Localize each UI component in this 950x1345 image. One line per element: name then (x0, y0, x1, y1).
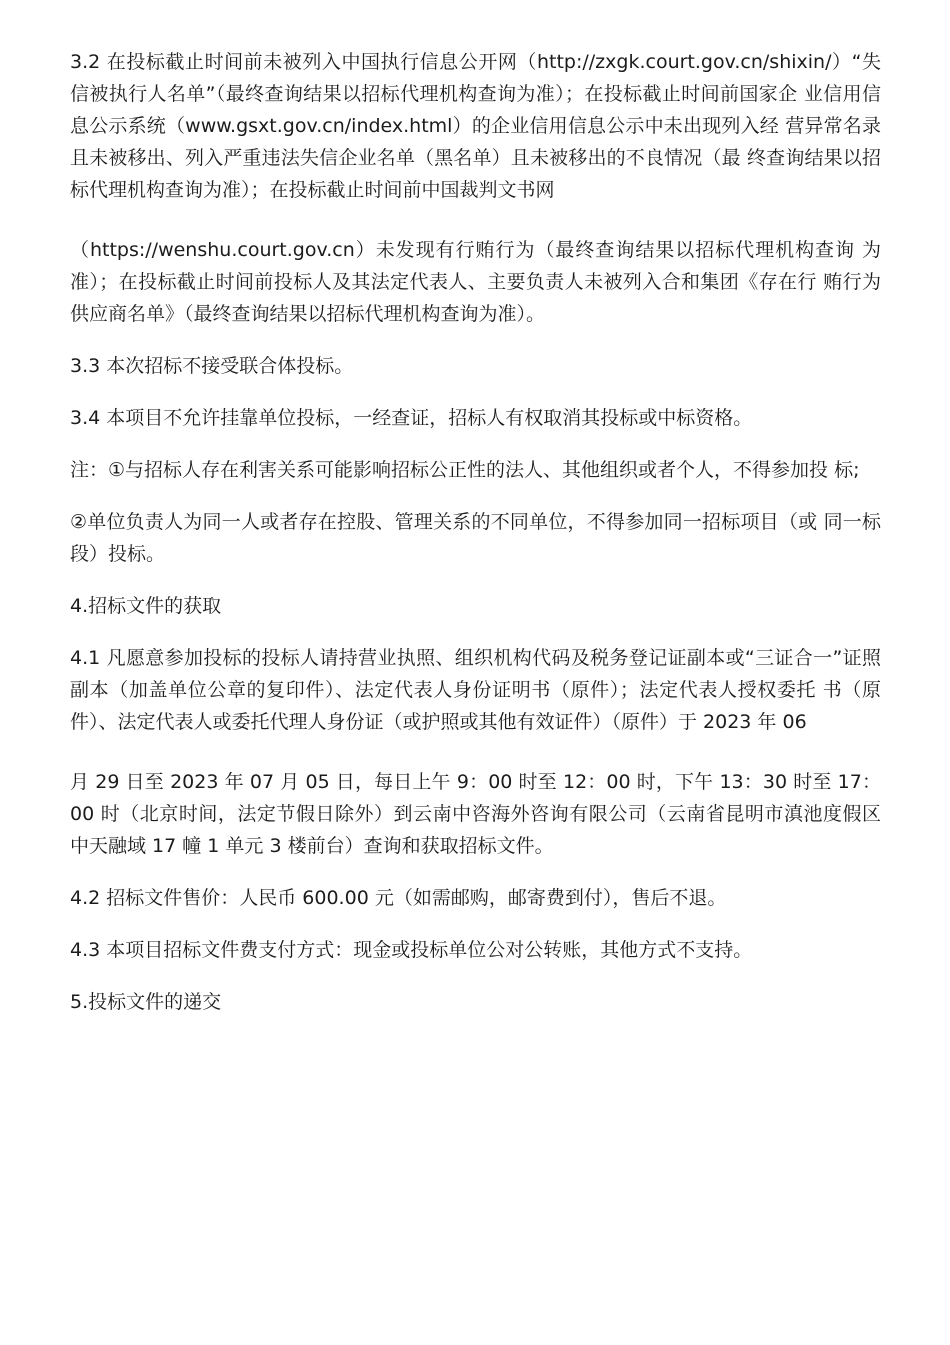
paragraph-note-2: ②单位负责人为同一人或者存在控股、管理关系的不同单位，不得参加同一招标项目（或 同一标段）投标。 (70, 511, 881, 565)
section-heading-5: 5.投标文件的递交 (70, 991, 222, 1013)
paragraph-3-2-continued: （https://wenshu.court.gov.cn）未发现有行贿行为（最终查询结果以招标代理机构查询 为准）；在投标截止时间前投标人及其法定代表人、主要负责人未被列入合和集团《存在行 贿行为供应商名单》（最终查询结果以招标代理机构查询为准）。 (70, 239, 881, 325)
paragraph-4-2: 4.2 招标文件售价：人民币 600.00 元（如需邮购，邮寄费到付），售后不退。 (70, 887, 727, 909)
paragraph-4-1-continued: 月 29 日至 2023 年 07 月 05 日，每日上午 9：00 时至 12：00 时，下午 13：30 时至 17：00 时（北京时间，法定节假日除外）到云南中咨海外咨询有限公司（云南省昆明市滇池度假区 中天融域 17 幢 1 单元 3 楼前台）查询和获取招标文件。 (70, 771, 881, 857)
document-page (70, 46, 881, 1038)
paragraph-3-2: 3.2 在投标截止时间前未被列入中国执行信息公开网（http://zxgk.court.gov.cn/shixin/）“失信被执行人名单”（最终查询结果以招标代理机构查询为准）；在投标截止时间前国家企 业信用信息公示系统（www.gsxt.gov.cn/index.html）的企业信用信息公示中未出现列入经 营异常名录且未被移出、列入严重违法失信企业名单（黑名单）且未被移出的不良情况（最 终查询结果以招标代理机构查询为准）；在投标截止时间前中国裁判文书网 (70, 51, 881, 201)
paragraph-3-3: 3.3 本次招标不接受联合体投标。 (70, 355, 354, 377)
paragraph-4-3: 4.3 本项目招标文件费支付方式：现金或投标单位公对公转账，其他方式不支持。 (70, 939, 753, 961)
paragraph-3-4: 3.4 本项目不允许挂靠单位投标，一经查证，招标人有权取消其投标或中标资格。 (70, 407, 753, 429)
paragraph-note-1: 注：①与招标人存在利害关系可能影响招标公正性的法人、其他组织或者个人，不得参加投 标; (70, 459, 860, 481)
section-heading-4: 4.招标文件的获取 (70, 595, 222, 617)
paragraph-4-1: 4.1 凡愿意参加投标的投标人请持营业执照、组织机构代码及税务登记证副本或“三证合一”证照副本（加盖单位公章的复印件）、法定代表人身份证明书（原件）；法定代表人授权委托 书（原件）、法定代表人或委托代理人身份证（或护照或其他有效证件）（原件）于 2023 年 06 (70, 647, 881, 733)
